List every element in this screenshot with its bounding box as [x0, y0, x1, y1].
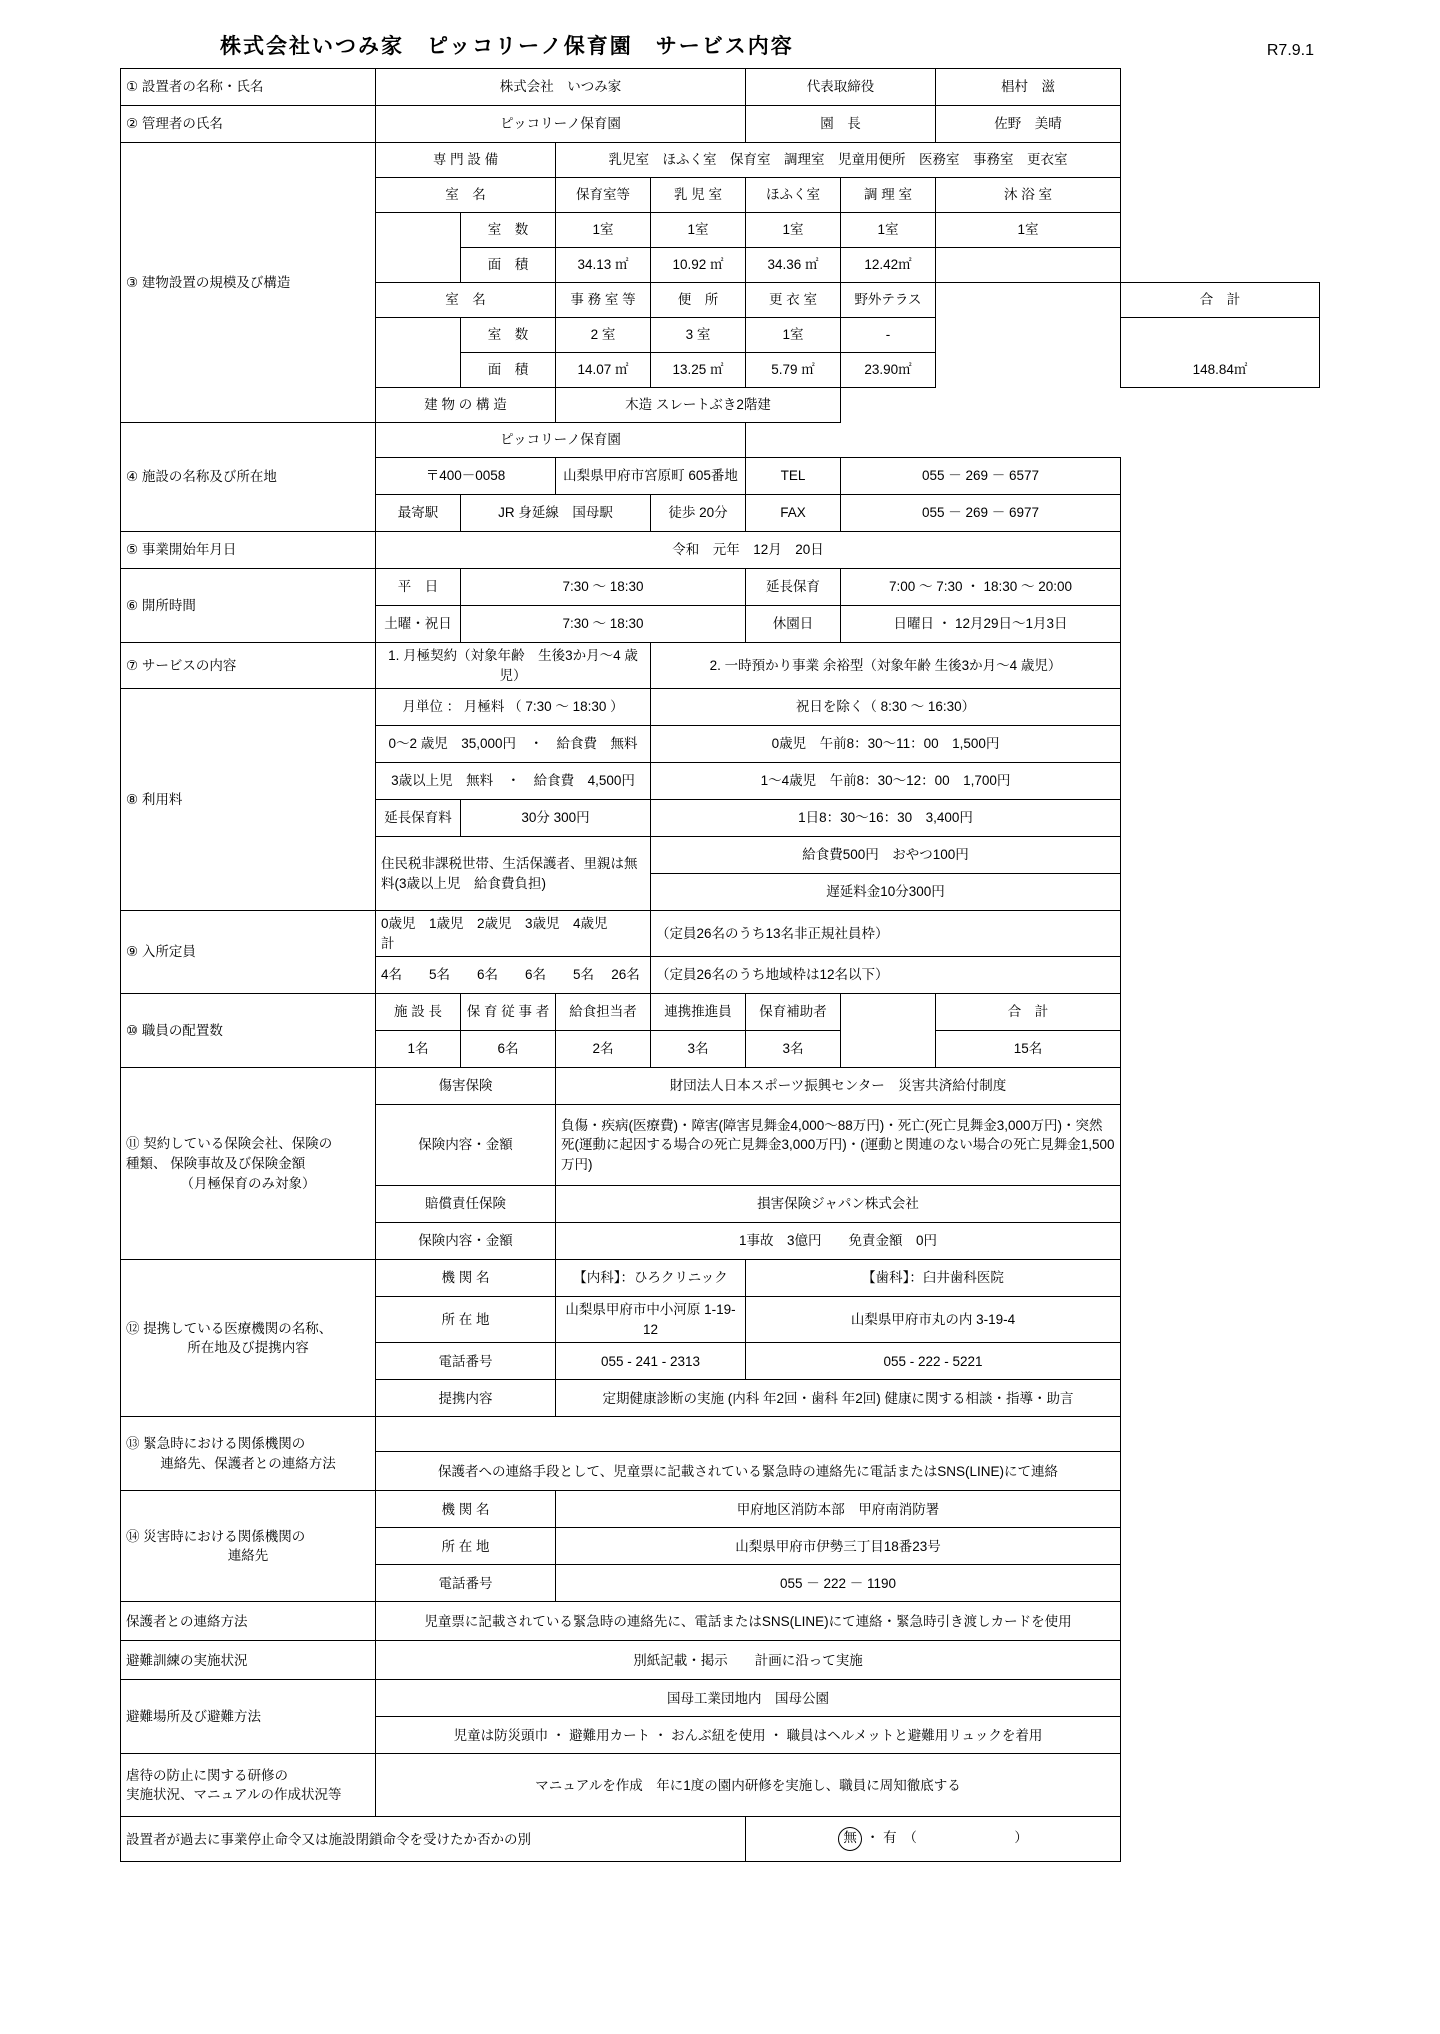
- insurance-label-line-2: 種類、 保険事故及び保険金額: [126, 1155, 306, 1171]
- extended-fee-value: 30分 300円: [461, 800, 651, 837]
- staff-header-2: 保 育 従 事 者: [461, 994, 556, 1031]
- establisher-role: 代表取締役: [746, 69, 936, 106]
- room-area-2: 10.92 ㎡: [651, 248, 746, 283]
- manager-facility: ピッコリーノ保育園: [376, 106, 746, 143]
- spacer: [841, 1031, 936, 1068]
- staff-value-4: 3名: [651, 1031, 746, 1068]
- room-name-label-1: 室 名: [376, 178, 556, 213]
- emergency-label-line-1: ⑬ 緊急時における関係機関の: [126, 1436, 306, 1452]
- room-name-label-2: 室 名: [376, 283, 556, 318]
- table-row: [121, 423, 1320, 458]
- tel-value: 055 － 269 － 6577: [841, 458, 1121, 495]
- abuse-label-line-2: 実施状況、マニュアルの作成状況等: [126, 1787, 342, 1803]
- room-count-9: -: [841, 318, 936, 353]
- spacer: [1121, 178, 1320, 213]
- row-label-evacuation: 避難場所及び避難方法: [121, 1680, 376, 1754]
- room-area-label-1: 面 積: [461, 248, 556, 283]
- nearest-station-value: JR 身延線 国母駅: [461, 495, 651, 532]
- room-area-4: 12.42㎡: [841, 248, 936, 283]
- service-content-table: [120, 68, 1320, 1862]
- spacer: [1121, 388, 1320, 423]
- room-count-5: 1室: [936, 213, 1121, 248]
- insurance-key-1: 傷害保険: [376, 1068, 556, 1105]
- spacer: [1121, 213, 1320, 248]
- postal-code: 〒400－0058: [376, 458, 556, 495]
- manager-person: 佐野 美晴: [936, 106, 1121, 143]
- staff-value-1: 1名: [376, 1031, 461, 1068]
- spacer: [936, 353, 1121, 388]
- evacuation-place: 国母工業団地内 国母公園: [376, 1680, 1121, 1717]
- meal-snack-fee: 給食費500円 おやつ100円: [651, 837, 1121, 874]
- fee-unit-label: 月単位 ： 月極料 （ 7:30 ～ 18:30 ）: [376, 689, 651, 726]
- fee-3plus: 3歳以上児 無料 ・ 給食費 4,500円: [376, 763, 651, 800]
- emergency-label-line-2: 連絡先、保護者との連絡方法: [160, 1455, 336, 1471]
- disaster-label-line-1: ⑭ 災害時における関係機関の: [126, 1528, 306, 1544]
- late-fee: 遅延料金10分300円: [651, 874, 1121, 911]
- saturday-hours: 7:30 ～ 18:30: [461, 606, 746, 643]
- spacer: [376, 318, 461, 353]
- weekday-label: 平 日: [376, 569, 461, 606]
- spacer: [746, 423, 841, 458]
- table-row: [121, 569, 1320, 606]
- service-monthly: 1. 月極契約（対象年齢 生後3か月～4 歳児）: [376, 643, 651, 689]
- evacuation-method: 児童は防災頭巾 ・ 避難用カート ・ おんぶ紐を使用 ・ 職員はヘルメットと避難用リュックを着用: [376, 1717, 1121, 1754]
- saturday-label: 土曜・祝日: [376, 606, 461, 643]
- room-count-8: 1室: [746, 318, 841, 353]
- table-row: [121, 1260, 1320, 1297]
- fee-temp-fullday: 1日8：30～16：30 3,400円: [651, 800, 1121, 837]
- staff-value-2: 6名: [461, 1031, 556, 1068]
- walk-time: 徒歩 20分: [651, 495, 746, 532]
- staff-value-3: 2名: [556, 1031, 651, 1068]
- insurance-label-line-1: ⑪ 契約している保険会社、保険の: [126, 1136, 333, 1152]
- extended-care-label: 延長保育: [746, 569, 841, 606]
- table-row: [121, 532, 1320, 569]
- row-label-start-date: ⑤ 事業開始年月日: [121, 532, 376, 569]
- row-label-establisher: ① 設置者の名称・氏名: [121, 69, 376, 106]
- fee-temp-0: 0歳児 午前8：30～11：00 1,500円: [651, 726, 1121, 763]
- document-date: R7.9.1: [1266, 42, 1314, 59]
- room-name-7: 便 所: [651, 283, 746, 318]
- fee-unit-right: 祝日を除く（ 8:30 ～ 16:30）: [651, 689, 1121, 726]
- spacer: [376, 248, 461, 283]
- structure-label: 建 物 の 構 造: [376, 388, 556, 423]
- special-equipment-value: 乳児室 ほふく室 保育室 調理室 児童用便所 医務室 事務室 更衣室: [556, 143, 1121, 178]
- room-count-4: 1室: [841, 213, 936, 248]
- row-label-fees: ⑧ 利用料: [121, 689, 376, 911]
- staff-value-total: 15名: [936, 1031, 1121, 1068]
- room-count-label-2: 室 数: [461, 318, 556, 353]
- room-name-8: 更 衣 室: [746, 283, 841, 318]
- past-order-label: 設置者が過去に事業停止命令又は施設閉鎖命令を受けたか否かの別: [121, 1817, 746, 1862]
- table-row: [121, 1641, 1320, 1680]
- capacity-note-2: （定員26名のうち地域枠は12名以下）: [651, 957, 1121, 994]
- disaster-key-3: 電話番号: [376, 1565, 556, 1602]
- facility-address: 山梨県甲府市宮原町 605番地: [556, 458, 746, 495]
- room-name-9: 野外テラス: [841, 283, 936, 318]
- room-name-4: 調 理 室: [841, 178, 936, 213]
- room-area-9: 23.90㎡: [841, 353, 936, 388]
- staff-header-5: 保育補助者: [746, 994, 841, 1031]
- row-label-insurance: [121, 1068, 376, 1260]
- disaster-value-1: 甲府地区消防本部 甲府南消防署: [556, 1491, 1121, 1528]
- disaster-label-line-2: 連絡先: [227, 1548, 269, 1564]
- establisher-person: 椙村 滋: [936, 69, 1121, 106]
- table-row: [121, 143, 1320, 178]
- row-label-hours: ⑥ 開所時間: [121, 569, 376, 643]
- room-count-3: 1室: [746, 213, 841, 248]
- area-total-label: 合 計: [1121, 283, 1320, 318]
- medical-key-1: 機 関 名: [376, 1260, 556, 1297]
- row-label-staffing: ⑩ 職員の配置数: [121, 994, 376, 1068]
- medical-key-2: 所 在 地: [376, 1297, 556, 1343]
- medical-clinic-address: 山梨県甲府市中小河原 1-19-12: [556, 1297, 746, 1343]
- room-area-7: 13.25 ㎡: [651, 353, 746, 388]
- row-label-facility-address: ④ 施設の名称及び所在地: [121, 423, 376, 532]
- insurance-value-1: 財団法人日本スポーツ振興センター 災害共済給付制度: [556, 1068, 1121, 1105]
- weekday-hours: 7:30 ～ 18:30: [461, 569, 746, 606]
- area-total-value: 148.84㎡: [1121, 353, 1320, 388]
- row-label-guardian-contact: 保護者との連絡方法: [121, 1602, 376, 1641]
- past-order-answer: [746, 1817, 1121, 1862]
- room-area-5: [936, 248, 1121, 283]
- medical-clinic-name: 【内科】：ひろクリニック: [556, 1260, 746, 1297]
- row-label-capacity: ⑨ 入所定員: [121, 911, 376, 994]
- room-count-6: 2 室: [556, 318, 651, 353]
- answer-separator: ・: [865, 1830, 880, 1846]
- abuse-training-value: マニュアルを作成 年に1度の園内研修を実施し、職員に周知徹底する: [376, 1754, 1121, 1817]
- room-count-1: 1室: [556, 213, 651, 248]
- disaster-key-1: 機 関 名: [376, 1491, 556, 1528]
- page-title: 株式会社いつみ家 ピッコリーノ保育園 サービス内容: [220, 35, 794, 58]
- medical-label-line-2: 所在地及び提携内容: [187, 1340, 309, 1356]
- staff-header-3: 給食担当者: [556, 994, 651, 1031]
- closed-days-label: 休園日: [746, 606, 841, 643]
- spacer: [936, 283, 1121, 318]
- insurance-label-line-3: （月極保育のみ対象）: [180, 1175, 316, 1191]
- fax-label: FAX: [746, 495, 841, 532]
- room-name-3: ほふく室: [746, 178, 841, 213]
- fax-value: 055 － 269 － 6977: [841, 495, 1121, 532]
- facility-name: ピッコリーノ保育園: [376, 423, 746, 458]
- row-label-emergency: [121, 1417, 376, 1491]
- staff-header-4: 連携推進員: [651, 994, 746, 1031]
- establisher-name: 株式会社 いつみ家: [376, 69, 746, 106]
- table-row: [121, 1068, 1320, 1105]
- table-row: [121, 643, 1320, 689]
- row-label-disaster: [121, 1491, 376, 1602]
- spacer: [376, 213, 461, 248]
- table-row: [121, 911, 1320, 957]
- nearest-station-label: 最寄駅: [376, 495, 461, 532]
- row-label-services: ⑦ サービスの内容: [121, 643, 376, 689]
- staff-header-total: 合 計: [936, 994, 1121, 1031]
- table-row: [121, 994, 1320, 1031]
- fee-0to2: 0～2 歳児 35,000円 ・ 給食費 無料: [376, 726, 651, 763]
- table-row: [121, 1680, 1320, 1717]
- staff-header-1: 施 設 長: [376, 994, 461, 1031]
- table-row: [121, 69, 1320, 106]
- closed-days-value: 日曜日 ・ 12月29日～1月3日: [841, 606, 1121, 643]
- table-row: [121, 1417, 1320, 1452]
- table-row: [121, 1817, 1320, 1862]
- medical-key-4: 提携内容: [376, 1380, 556, 1417]
- room-area-6: 14.07 ㎡: [556, 353, 651, 388]
- table-row: [121, 1754, 1320, 1817]
- disaster-value-3: 055 － 222 － 1190: [556, 1565, 1121, 1602]
- table-row: [121, 1602, 1320, 1641]
- answer-yes[interactable]: 有 （: [883, 1830, 917, 1846]
- row-label-drill: 避難訓練の実施状況: [121, 1641, 376, 1680]
- spacer: [936, 318, 1121, 353]
- capacity-note-1: （定員26名のうち13名非正規社員枠）: [651, 911, 1121, 957]
- insurance-value-4: 1事故 3億円 免責金額 0円: [556, 1223, 1121, 1260]
- room-area-label-2: 面 積: [461, 353, 556, 388]
- row-label-abuse-training: [121, 1754, 376, 1817]
- spacer: [1121, 143, 1320, 178]
- tel-label: TEL: [746, 458, 841, 495]
- insurance-key-4: 保険内容・金額: [376, 1223, 556, 1260]
- medical-clinic-phone: 055 - 241 - 2313: [556, 1343, 746, 1380]
- staff-value-5: 3名: [746, 1031, 841, 1068]
- insurance-key-3: 賠償責任保険: [376, 1186, 556, 1223]
- medical-dental-name: 【歯科】：臼井歯科医院: [746, 1260, 1121, 1297]
- extended-fee-label: 延長保育料: [376, 800, 461, 837]
- room-name-1: 保育室等: [556, 178, 651, 213]
- room-count-2: 1室: [651, 213, 746, 248]
- spacer: [376, 353, 461, 388]
- row-label-manager: ② 管理者の氏名: [121, 106, 376, 143]
- fee-temp-1to4-am: 1～4歳児 午前8：30～12：00 1,700円: [651, 763, 1121, 800]
- room-area-1: 34.13 ㎡: [556, 248, 651, 283]
- start-date-value: 令和 元年 12月 20日: [376, 532, 1121, 569]
- disaster-key-2: 所 在 地: [376, 1528, 556, 1565]
- disaster-value-2: 山梨県甲府市伊勢三丁目18番23号: [556, 1528, 1121, 1565]
- room-count-label-1: 室 数: [461, 213, 556, 248]
- table-row: [121, 1491, 1320, 1528]
- answer-yes-close: ）: [1014, 1830, 1028, 1846]
- abuse-label-line-1: 虐待の防止に関する研修の: [126, 1767, 288, 1783]
- room-name-5: 沐 浴 室: [936, 178, 1121, 213]
- spacer: [841, 994, 936, 1031]
- spacer: [1121, 248, 1320, 283]
- emergency-blank: [376, 1417, 1121, 1452]
- medical-label-line-1: ⑫ 提携している医療機関の名称、: [126, 1320, 333, 1336]
- special-equipment-label: 専 門 設 備: [376, 143, 556, 178]
- structure-value: 木造 スレートぶき2階建: [556, 388, 841, 423]
- spacer: [841, 423, 936, 458]
- row-label-medical: [121, 1260, 376, 1417]
- medical-key-3: 電話番号: [376, 1343, 556, 1380]
- room-count-7: 3 室: [651, 318, 746, 353]
- spacer: [936, 423, 1121, 458]
- service-temporary: 2. 一時預かり事業 余裕型（対象年齢 生後3か月～4 歳児）: [651, 643, 1121, 689]
- spacer: [841, 388, 936, 423]
- spacer: [936, 388, 1121, 423]
- insurance-value-2: 負傷・疾病(医療費)・障害(障害見舞金4,000～88万円)・死亡(死亡見舞金3,000万円)・突然死(運動に起因する場合の死亡見舞金3,000万円)・(運動と関連のない場合の死亡見舞金1,500万円): [556, 1105, 1121, 1186]
- area-total-spacer: [1121, 318, 1320, 353]
- answer-no[interactable]: 無: [838, 1827, 862, 1851]
- insurance-value-3: 損害保険ジャパン株式会社: [556, 1186, 1121, 1223]
- room-name-2: 乳 児 室: [651, 178, 746, 213]
- room-name-6: 事 務 室 等: [556, 283, 651, 318]
- table-row: [121, 689, 1320, 726]
- capacity-numbers: 4名 5名 6名 6名 5名 26名: [376, 957, 651, 994]
- table-row: [121, 106, 1320, 143]
- room-area-3: 34.36 ㎡: [746, 248, 841, 283]
- medical-cooperation-detail: 定期健康診断の実施 (内科 年2回・歯科 年2回) 健康に関する相談・指導・助言: [556, 1380, 1121, 1417]
- extended-care-hours: 7:00 ～ 7:30 ・ 18:30 ～ 20:00: [841, 569, 1121, 606]
- medical-dental-address: 山梨県甲府市丸の内 3-19-4: [746, 1297, 1121, 1343]
- title-row: [120, 30, 1320, 60]
- capacity-ages: 0歳児 1歳児 2歳児 3歳児 4歳児 計: [376, 911, 651, 957]
- row-label-building: ③ 建物設置の規模及び構造: [121, 143, 376, 423]
- guardian-contact-value: 児童票に記載されている緊急時の連絡先に、電話またはSNS(LINE)にて連絡・緊急時引き渡しカードを使用: [376, 1602, 1121, 1641]
- manager-role: 園 長: [746, 106, 936, 143]
- medical-dental-phone: 055 - 222 - 5221: [746, 1343, 1121, 1380]
- emergency-contact-method: 保護者への連絡手段として、児童票に記載されている緊急時の連絡先に電話またはSNS(LINE)にて連絡: [376, 1452, 1121, 1491]
- insurance-key-2: 保険内容・金額: [376, 1105, 556, 1186]
- room-area-8: 5.79 ㎡: [746, 353, 841, 388]
- drill-value: 別紙記載・掲示 計画に沿って実施: [376, 1641, 1121, 1680]
- fee-exemption-note: 住民税非課税世帯、生活保護者、里親は無料(3歳以上児 給食費負担): [376, 837, 651, 911]
